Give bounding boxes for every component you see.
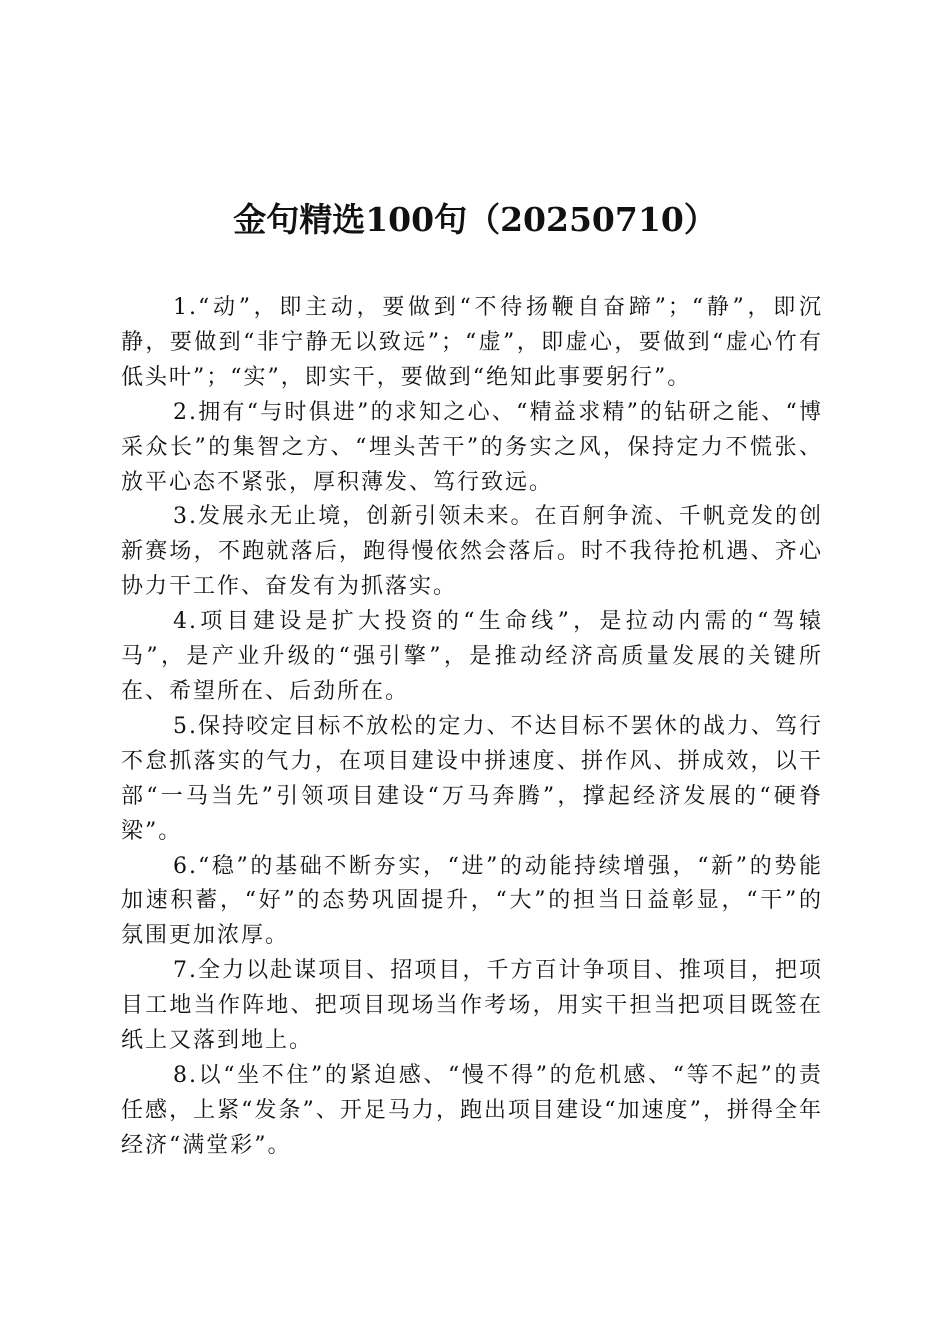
quote-paragraph-2: 2.拥有“与时俱进”的求知之心、“精益求精”的钻研之能、“博采众长”的集智之方、“埋头苦干”的务实之风，保持定力不慌张、放平心态不紧张，厚积薄发、笃行致远。 [121,399,823,495]
quote-paragraph-7: 7.全力以赴谋项目、招项目，千方百计争项目、推项目，把项目工地当作阵地、把项目现场当作考场，用实干担当把项目既签在纸上又落到地上。 [121,958,823,1054]
quote-paragraph-4: 4.项目建设是扩大投资的“生命线”，是拉动内需的“驾辕马”，是产业升级的“强引擎”，是推动经济高质量发展的关键所在、希望所在、后劲所在。 [121,609,823,704]
quote-paragraph-3: 3.发展永无止境，创新引领未来。在百舸争流、千帆竞发的创新赛场，不跑就落后，跑得慢依然会落后。时不我待抢机遇、齐心协力干工作、奋发有为抓落实。 [121,504,823,600]
document-body [121,291,823,1164]
quote-paragraph-8: 8.以“坐不住”的紧迫感、“慢不得”的危机感、“等不起”的责任感，上紧“发条”、开足马力，跑出项目建设“加速度”，拼得全年经济“满堂彩”。 [121,1062,823,1158]
quote-paragraph-6: 6.“稳”的基础不断夯实，“进”的动能持续增强，“新”的势能加速积蓄，“好”的态势巩固提升，“大”的担当日益彰显，“干”的氛围更加浓厚。 [121,853,823,949]
quote-paragraph-5: 5.保持咬定目标不放松的定力、不达目标不罢休的战力、笃行不怠抓落实的气力，在项目建设中拼速度、拼作风、拼成效，以干部“一马当先”引领项目建设“万马奔腾”，撑起经济发展的“硬脊梁”。 [121,713,823,844]
quote-paragraph-1: 1.“动”，即主动，要做到“不待扬鞭自奋蹄”；“静”，即沉静，要做到“非宁静无以致远”；“虚”，即虚心，要做到“虚心竹有低头叶”；“实”，即实干，要做到“绝知此事要躬行”。 [121,295,823,390]
document-title: 金句精选100句（20250710） [233,200,717,239]
